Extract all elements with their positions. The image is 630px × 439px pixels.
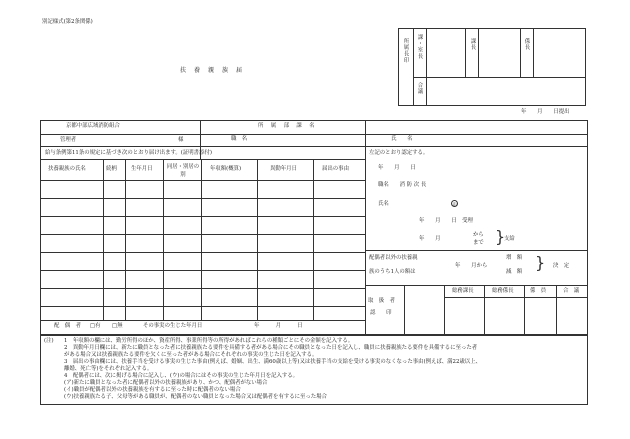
form-title: 扶 養 親 族 届	[180, 67, 244, 74]
decrease-label: 減 額	[506, 269, 523, 275]
certify-name-label: 氏名	[378, 201, 389, 207]
decision-brace: }	[535, 253, 546, 272]
note-line: (ウ)扶養親族たる子、父母等がある職員が、配偶者のない職員となった場合又は配偶者を有するに至った場合	[64, 394, 327, 400]
note-line: 1 年収額の欄には、勤労所得のほか、資産所得、事業所得等の所得があればこれらの種類ごとにその金額を記入する。	[64, 338, 354, 344]
period-from: から	[473, 232, 484, 238]
handler-general-manager: 総務課長	[452, 288, 474, 294]
period-to: まで	[473, 240, 484, 246]
col-change-date: 異動年月日	[270, 166, 297, 172]
name-label: 氏 名	[391, 136, 413, 142]
recipient-honorific: 様	[178, 137, 184, 143]
increase-label: 増 額	[506, 255, 523, 261]
handler-consultation: 合 議	[563, 288, 580, 294]
statement: 給与条例第11条の規定に基づき次のとおり届け出ます。(証明書添付)	[45, 150, 212, 156]
dept-label: 所 属 部 課 名	[258, 123, 316, 129]
submission-date: 年 月 日提出	[521, 109, 570, 115]
approval-staff: 係長	[523, 38, 530, 51]
form-label: 別記様式(第2条関係)	[42, 19, 93, 25]
spouse-label: 配 偶 者	[54, 323, 81, 329]
spouse-fact-date-label: その事実の生じた年月日	[143, 323, 203, 329]
note-line: (イ)職員が配偶者以外の扶養親族を有するに至った時に配偶者のない場合	[64, 387, 241, 393]
payment-brace: }	[495, 227, 506, 246]
recipient-org: 京都中部広域消防組合	[66, 123, 120, 129]
spouse-yes-checkbox[interactable]: □有	[90, 323, 101, 329]
recipient-title: 管理者	[60, 137, 77, 143]
col-living: 同居・別居の別	[166, 164, 200, 179]
note-line: がある場合又は扶養親族たる要件を欠くに至った者がある場合にそれぞれの事実の生じた日を記入する。	[64, 352, 318, 358]
note-line: 2 異動年月日欄には、新たに職員となった者に扶養親族たる要件を具備する者がある場合にその職員となった日を記入し、職員に扶養親族たる要件を具備するに至った者	[64, 345, 478, 351]
received-date: 年 月 日 受理	[419, 218, 473, 224]
col-income: 年収額(概算)	[210, 166, 242, 172]
amount-from-ym: 年 月から	[455, 263, 488, 269]
note-line: 3 届出の事由欄には、扶養手当を受ける事実の生じた事由(例えば、婚姻、出生、満60歳以上等)又は扶養手当の支給を受ける事実のなくなった事由(例えば、満22歳以上、	[64, 359, 481, 365]
note-line: 4 配偶者には、次に掲げる場合に記入し、(ウ)の場合にはその事実の生じた年月日を記入する。	[64, 373, 299, 379]
spouse-fact-date: 年 月 日	[254, 323, 303, 329]
certify-position: 職名 消 防 次 長	[378, 182, 427, 188]
col-birthdate: 生年月日	[131, 166, 153, 172]
handler-general-chief: 総務係長	[492, 288, 514, 294]
col-reason: 届出の事由	[322, 166, 349, 172]
decision-label: 決 定	[553, 263, 570, 269]
note-line: 離婚、死亡等)をそれぞれ記入する。	[64, 366, 153, 372]
certify-date: 年 月 日	[378, 165, 416, 171]
col-name: 扶養親族の氏名	[48, 166, 86, 172]
approval-head-label: 所属長印	[402, 38, 409, 64]
approval-section-manager: 課長	[469, 38, 476, 51]
approval-section-chief: 課・室長	[416, 34, 423, 60]
payment-ym: 年 月	[419, 236, 441, 242]
certify-text: 左記のとおり認定する。	[369, 150, 429, 156]
position-label: 職 名	[231, 136, 248, 142]
spouse-other-line2: 族のうち1人の額は	[369, 269, 416, 275]
payment-label: 支給	[504, 236, 515, 242]
handler-staff: 係 員	[530, 288, 547, 294]
spouse-other-line1: 配偶者以外の扶養親	[369, 255, 418, 261]
handler-label: 取 扱 者	[368, 298, 395, 304]
approval-consultation: 合議	[416, 82, 423, 95]
seal-mark: 印	[452, 202, 457, 207]
col-relation: 続柄	[106, 166, 117, 172]
notes-label: (注)	[44, 338, 54, 344]
spouse-no-checkbox[interactable]: □無	[112, 323, 123, 329]
handler-seal-label: 認 印	[370, 310, 392, 316]
note-line: (ア)新たに職員となった者に配偶者以外の扶養親族があり、かつ、配偶者がない場合	[64, 380, 268, 386]
